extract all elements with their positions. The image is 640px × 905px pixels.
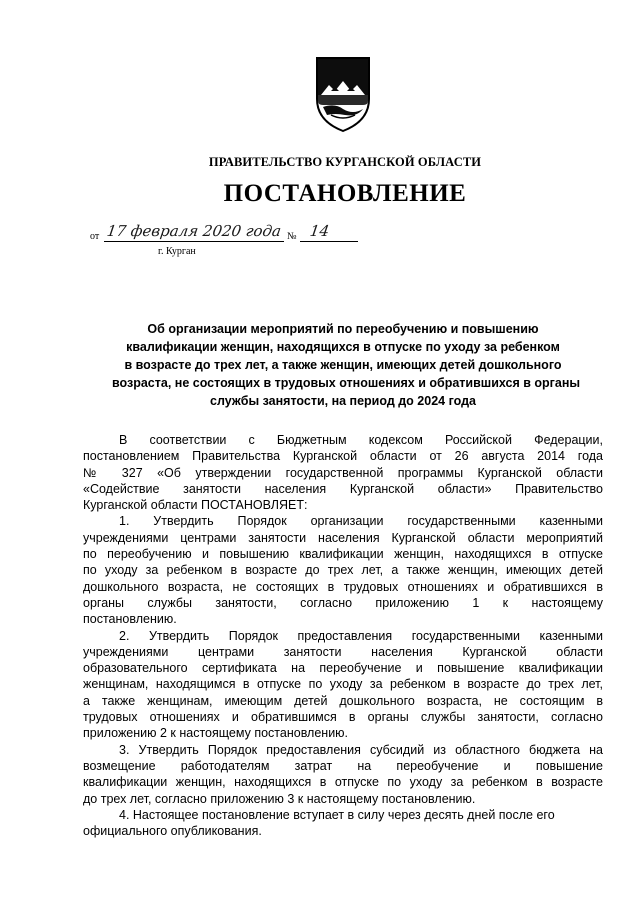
body-line: постановлением Правительства Курганской области от 26 августа 2014 года	[83, 449, 603, 464]
handwritten-number: 14	[308, 222, 331, 240]
body-line: до трех лет, согласно приложению 3 к настоящему постановлению.	[83, 791, 476, 806]
body-line: органы службы занятости, согласно приложению 1 к настоящему	[83, 595, 603, 610]
body-line: 1. Утвердить Порядок организации государственными казенными	[119, 514, 603, 529]
heading-line: службы занятости, на период до 2024 года	[210, 394, 476, 408]
body-line: учреждениями центрами занятости населения Курганской области мероприятий	[83, 530, 603, 545]
document-type-title: ПОСТАНОВЛЕНИЕ	[223, 180, 467, 207]
body-line: дошкольного возраста, не состоящих в трудовых отношениях и обратившихся в	[83, 579, 603, 594]
body-line: Курганской области ПОСТАНОВЛЯЕТ:	[83, 498, 308, 513]
body-line: № 327 «Об утверждении государственной программы Курганской области	[83, 465, 603, 480]
document-heading	[112, 320, 581, 410]
body-line: учреждениями центрами занятости населения Курганской области	[83, 644, 603, 659]
body-line: 4. Настоящее постановление вступает в силу через десять дней после его	[119, 807, 555, 822]
heading-line: квалификации женщин, находящихся в отпуске по уходу за ребенком	[126, 340, 560, 354]
body-line: по уходу за ребенком в возрасте до трех лет, а также женщин, имеющих детей	[83, 563, 603, 578]
date-underline	[104, 241, 284, 242]
body-line: постановлению.	[83, 612, 177, 627]
body-line: трудовых отношениях и обратившимся в органы службы занятости, согласно	[83, 710, 603, 725]
body-line: женщинам, находящимся в отпуске по уходу за ребенком в возрасте до трех лет,	[83, 677, 603, 692]
document-body	[83, 432, 603, 839]
body-line: по переобучению и повышению квалификации женщин, находящихся в отпуске	[83, 547, 603, 562]
heading-line: возраста, не состоящих в трудовых отношениях и обратившихся в органы	[112, 376, 581, 390]
heading-line: в возрасте до трех лет, а также женщин, имеющих детей дошкольного	[124, 358, 562, 372]
body-line: возмещение работодателям затрат на переобучение и повышение	[83, 758, 603, 773]
number-prefix: №	[287, 231, 297, 242]
body-line: В соответствии с Бюджетным кодексом Российской Федерации,	[119, 433, 603, 447]
body-line: а также женщинам, имеющим детей дошкольного возраста, не состоящим в	[83, 693, 603, 708]
body-line: квалификации женщин, находящихся в отпуске по уходу за ребенком в возрасте	[83, 775, 603, 790]
date-prefix: от	[90, 231, 100, 242]
government-title: ПРАВИТЕЛЬСТВО КУРГАНСКОЙ ОБЛАСТИ	[208, 155, 482, 169]
coat-of-arms-icon	[313, 55, 373, 133]
place-of-issue: г. Курган	[158, 246, 196, 257]
heading-line: Об организации мероприятий по переобучению и повышению	[147, 322, 539, 336]
body-line: официального опубликования.	[83, 824, 262, 839]
body-line: «Содействие занятости населения Курганской области» Правительство	[83, 481, 603, 496]
body-line: приложению 2 к настоящему постановлению.	[83, 726, 349, 741]
number-underline	[300, 241, 358, 242]
body-line: 2. Утвердить Порядок предоставления государственными казенными	[119, 628, 603, 643]
body-line: 3. Утвердить Порядок предоставления субсидий из областного бюджета на	[119, 742, 603, 757]
body-line: образовательного сертификата на переобучение и повышение квалификации	[83, 661, 603, 676]
handwritten-date: 17 февраля 2020 года	[105, 222, 283, 240]
